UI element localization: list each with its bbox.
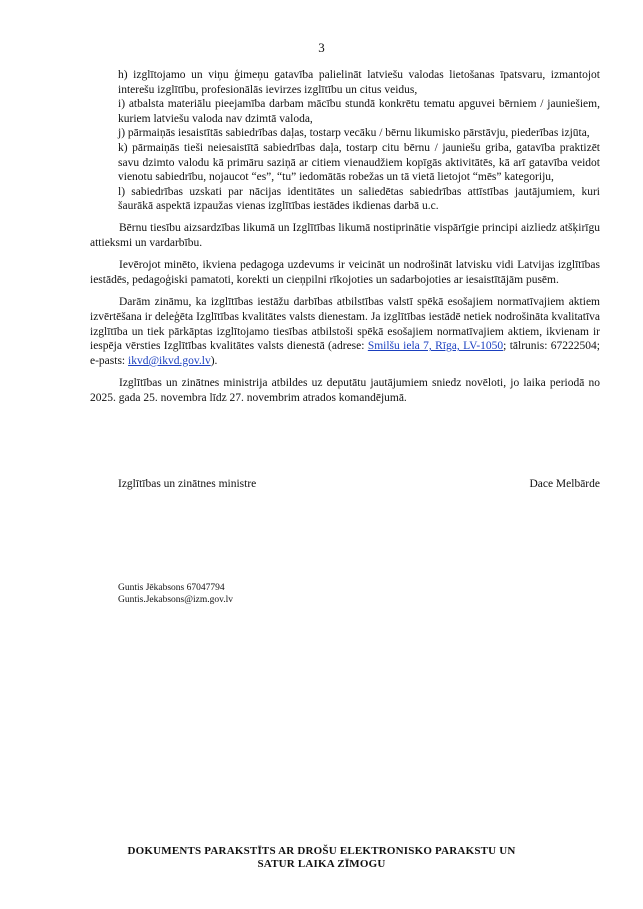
- address-link[interactable]: Smilšu iela 7, Rīga, LV-1050: [367, 340, 504, 353]
- footer-line-2: SATUR LAIKA ZĪMOGU: [257, 858, 386, 870]
- page-number: 3: [318, 40, 325, 55]
- list-item-h: h) izglītojamo un viņu ģimeņu gatavība palielināt latviešu valodas lietošanas īpatsvaru, izmantojot interešu izglītību, profesionālās ievirzes izglītību un citus veidus,: [118, 69, 600, 96]
- signatory-position: Izglītības un zinātnes ministre: [118, 478, 257, 490]
- footer-line-1: DOKUMENTS PARAKSTĪTS AR DROŠU ELEKTRONISKO PARAKSTU UN: [127, 845, 516, 857]
- list-item-i: i) atbalsta materiālu pieejamība darbam mācību stundā konkrētu tematu apguvei bērniem / jauniešiem, kuriem latviešu valoda nav dzimtā valoda,: [118, 98, 600, 125]
- list-item-l: l) sabiedrības uzskati par nācijas identitātes un saliedētas sabiedrības attīstības jautājumiem, kuri šaurākā aspektā izpaužas vienas izglītības iestādes ikdienas darbā u.c.: [118, 185, 600, 213]
- signatory-name: Dace Melbārde: [529, 478, 600, 490]
- e-signature-footer: [0, 845, 643, 871]
- paragraph-teacher-task: Ievērojot minēto, ikviena pedagoga uzdevums ir veicināt un nodrošināt latvisku vidi Latvijas izglītības iestādēs, pedagoģiski pamatoti, korekti un cieņpilni rīkojoties un sadarbojoties ar iesaistītājām pusēm.: [90, 259, 600, 286]
- paragraph-children-rights: Bērnu tiesību aizsardzības likumā un Izglītības likumā nostiprinātie vispārīgie principi aizliedz atšķirīgu attieksmi un vardarbību.: [90, 221, 600, 249]
- signature-row: [118, 478, 600, 490]
- contact-name-phone: Guntis Jēkabsons 67047794: [118, 583, 225, 593]
- contact-email: Guntis.Jekabsons@izm.gov.lv: [118, 595, 234, 605]
- contact-info: [118, 582, 233, 606]
- list-item-k: k) pārmaiņās tieši neiesaistītā sabiedrības daļa, tostarp citu bērnu / jauniešu griba, gatavība praktizēt savu dzimto valodu kā primāru saziņā ar citiem vienaudžiem kopīgās aktivitātēs, kā arī gatavība veidot vienotu sabiedrību, nojaucot “es”, “tu” iedomātās robežas un tā vietā lietojot “mēs” kategoriju,: [118, 141, 600, 184]
- body-text: [90, 68, 600, 405]
- paragraph-quality-service: Darām zināmu, ka izglītības iestāžu darbības atbilstības valstī spēkā esošajiem normatīvajiem aktiem izvērtēšana ir deleģēta Izglītības kvalitātes valsts dienestam. Ja izglītības iestādē netiek nodrošināta kvalitatīva izglītība un tiek pārkāptas izglītojamo tiesības atbilstoši spēkā esošajiem normatīvajiem aktiem, ikvienam ir iespēja vērsties Izglītības kvalitātes valsts dienestā (adrese: Smilšu iela 7, Rīga, LV-1050; tālrunis: 67222504; e-pasts: ikvd@ikvd.gov.lv).: [90, 296, 600, 367]
- list-item-j: j) pārmaiņās iesaistītās sabiedrības daļas, tostarp vecāku / bērnu likumisko pārstāvju, piederības izjūta,: [118, 127, 590, 140]
- paragraph-delay-note: Izglītības un zinātnes ministrija atbildes uz deputātu jautājumiem sniedz novēloti, jo laika periodā no 2025. gada 25. novembra līdz 27. novembrim atrados komandējumā.: [90, 377, 600, 404]
- email-link[interactable]: ikvd@ikvd.gov.lv: [128, 354, 211, 367]
